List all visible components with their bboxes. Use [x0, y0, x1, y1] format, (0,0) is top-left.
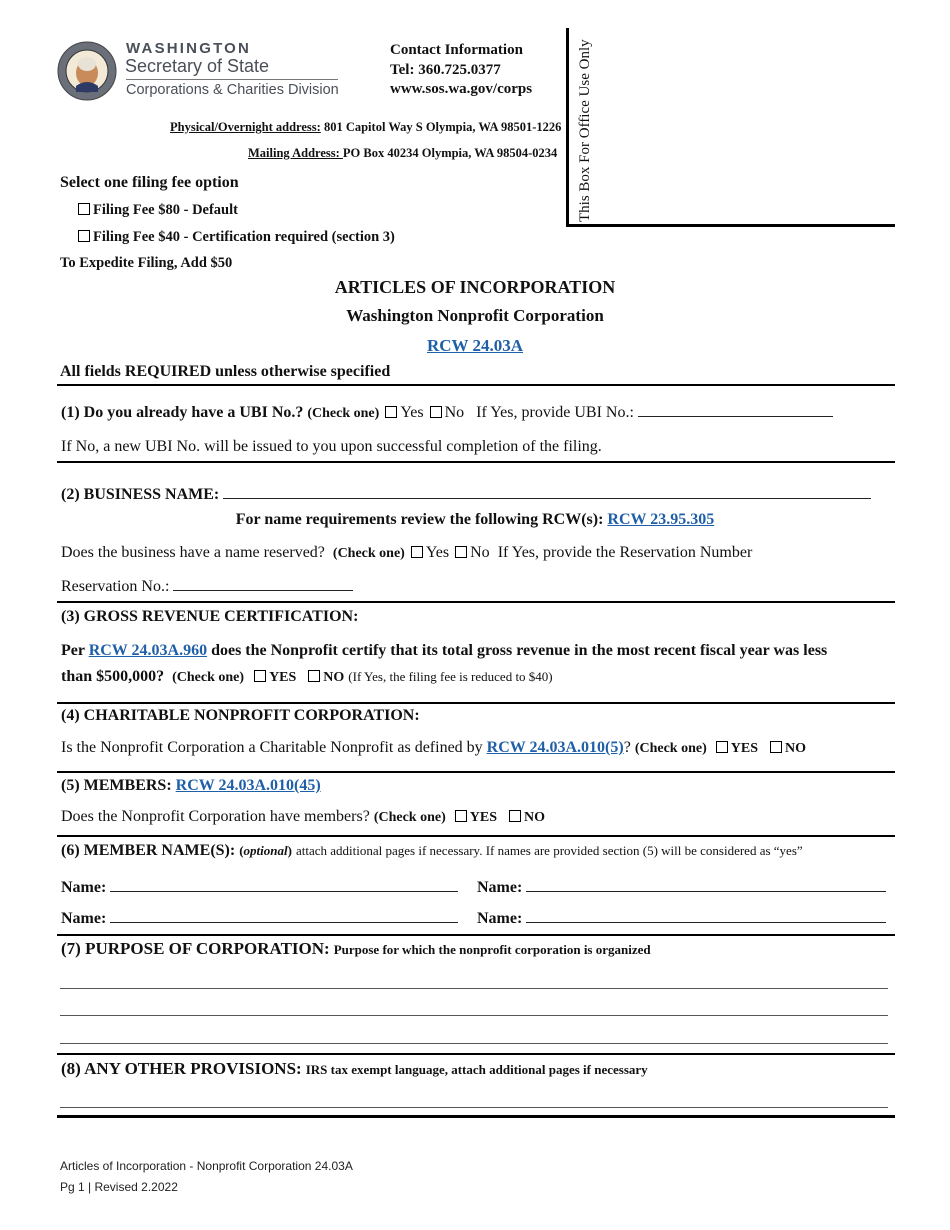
s7-note: Purpose for which the nonprofit corporation is organized: [333, 942, 651, 957]
s5-yes-label: YES: [469, 810, 497, 825]
member-name-field[interactable]: [110, 908, 458, 923]
s3-question-line1: [61, 642, 827, 660]
physical-address: [170, 120, 561, 135]
s2-no-label: No: [470, 544, 490, 561]
contact-heading: Contact Information: [390, 42, 523, 58]
office-use-box: [566, 28, 895, 227]
s2-check-one: (Check one): [332, 546, 405, 561]
name-label: Name:: [61, 910, 107, 927]
s3-check-one: (Check one): [172, 670, 245, 685]
s5-label: (5) MEMBERS:: [61, 777, 172, 794]
s3-no-checkbox[interactable]: [308, 670, 320, 682]
s2-yes-checkbox[interactable]: [411, 546, 423, 558]
s3-question-a: does the Nonprofit certify that its total gross revenue in the most recent fiscal year was less: [207, 642, 828, 659]
member-name-1: [61, 877, 458, 897]
s3-no-label: NO: [323, 670, 345, 685]
s4-qmark: ?: [623, 739, 631, 756]
physical-address-label: Physical/Overnight address:: [170, 120, 321, 134]
name-label: Name:: [61, 879, 107, 896]
s4-yes-label: YES: [730, 741, 758, 756]
s1-if-yes: If Yes, provide UBI No.:: [476, 404, 634, 421]
section-2-business-name: [61, 484, 871, 504]
s5-check-one: (Check one): [373, 810, 446, 825]
contact-website: www.sos.wa.gov/corps: [390, 81, 533, 97]
s1-yes-label: Yes: [400, 404, 424, 421]
reservation-number-field[interactable]: [173, 576, 353, 591]
s4-question: [61, 739, 806, 757]
member-name-3: [61, 908, 458, 928]
mailing-address: [248, 146, 557, 161]
s1-label: (1) Do you already have a UBI No.?: [61, 404, 304, 421]
s3-question-line2: [61, 668, 553, 686]
divider: [57, 601, 895, 603]
mailing-address-value: PO Box 40234 Olympia, WA 98504-0234: [342, 146, 558, 160]
section-1-ubi: [61, 402, 833, 422]
s8-note: IRS tax exempt language, attach additional pages if necessary: [305, 1062, 648, 1077]
s1-no-checkbox[interactable]: [430, 406, 442, 418]
business-name-field[interactable]: [223, 484, 871, 499]
purpose-line[interactable]: [60, 1043, 888, 1044]
s2-reservation: [61, 576, 353, 596]
s6-optional: optional: [243, 843, 288, 858]
form-rcw-wrap: [0, 336, 950, 356]
logo-line-division: Corporations & Charities Division: [126, 82, 339, 98]
contact-phone: Tel: 360.725.0377: [390, 61, 501, 78]
form-title: ARTICLES OF INCORPORATION: [334, 277, 616, 297]
footer-page: Pg 1 | Revised 2.2022: [60, 1180, 178, 1194]
fee-heading: Select one filing fee option: [60, 174, 239, 191]
s1-check-one: (Check one): [307, 406, 380, 421]
member-name-field[interactable]: [526, 877, 886, 892]
agency-logo: [56, 40, 356, 102]
s2-reservation-label: Reservation No.:: [61, 578, 170, 595]
s5-question-text: Does the Nonprofit Corporation have members?: [61, 808, 370, 825]
fee-80-checkbox[interactable]: [78, 203, 90, 215]
logo-line-washington: WASHINGTON: [126, 40, 252, 57]
divider: [57, 702, 895, 704]
divider: [57, 1115, 895, 1118]
s3-per: Per: [61, 642, 85, 659]
s4-check-one: (Check one): [634, 741, 707, 756]
logo-divider: [126, 79, 338, 80]
s3-yes-label: YES: [269, 670, 297, 685]
fee-80-label: Filing Fee $80 - Default: [93, 202, 238, 218]
fee-option-80[interactable]: [78, 202, 238, 219]
s5-no-checkbox[interactable]: [509, 810, 521, 822]
member-name-field[interactable]: [526, 908, 886, 923]
rcw-24-03a-010-45-link[interactable]: RCW 24.03A.010(45): [175, 777, 321, 794]
divider: [57, 461, 895, 463]
fee-40-checkbox[interactable]: [78, 230, 90, 242]
s5-heading: [61, 777, 321, 795]
s2-reserved-question: [61, 544, 752, 562]
s6-label: (6) MEMBER NAME(S):: [61, 842, 236, 859]
purpose-line[interactable]: [60, 1015, 888, 1016]
s7-label: (7) PURPOSE OF CORPORATION:: [61, 939, 330, 958]
rcw-24-03a-link[interactable]: RCW 24.03A: [426, 336, 524, 355]
s2-req-text: For name requirements review the following RCW(s):: [235, 511, 604, 528]
physical-address-value: 801 Capitol Way S Olympia, WA 98501-1226: [320, 120, 562, 134]
form-subtitle: Washington Nonprofit Corporation: [346, 306, 604, 325]
fee-40-label: Filing Fee $40 - Certification required (section 3): [93, 229, 395, 245]
s4-no-label: NO: [784, 741, 806, 756]
member-name-4: [477, 908, 886, 928]
s2-if-yes: If Yes, provide the Reservation Number: [497, 544, 753, 561]
name-label: Name:: [477, 910, 523, 927]
s5-yes-checkbox[interactable]: [455, 810, 467, 822]
contact-info: [390, 41, 532, 100]
s6-note: attach additional pages if necessary. If names are provided section (5) will be considered as “yes”: [295, 843, 803, 858]
divider: [57, 1053, 895, 1055]
s2-requirements: [0, 511, 950, 529]
s1-no-label: No: [444, 404, 465, 421]
footer-title: Articles of Incorporation - Nonprofit Corporation 24.03A: [60, 1159, 353, 1173]
purpose-line[interactable]: [60, 988, 888, 989]
divider: [57, 771, 895, 773]
s8-heading: [61, 1059, 648, 1079]
divider: [57, 835, 895, 837]
s1-yes-checkbox[interactable]: [385, 406, 397, 418]
office-use-label: This Box For Office Use Only: [577, 39, 593, 222]
rcw-24-03a-960-link[interactable]: RCW 24.03A.960: [88, 642, 208, 659]
rcw-23-95-305-link[interactable]: RCW 23.95.305: [607, 511, 715, 528]
s2-label: (2) BUSINESS NAME:: [61, 486, 220, 503]
s3-yes-checkbox[interactable]: [254, 670, 266, 682]
member-name-field[interactable]: [110, 877, 458, 892]
state-seal-icon: [56, 40, 118, 102]
s4-yes-checkbox[interactable]: [716, 741, 728, 753]
s4-question-text: Is the Nonprofit Corporation a Charitable Nonprofit as defined by: [61, 739, 483, 756]
s5-question: [61, 808, 545, 826]
logo-line-secretary: Secretary of State: [125, 56, 270, 76]
s7-heading: [61, 939, 651, 959]
member-name-2: [477, 877, 886, 897]
s2-yes-label: Yes: [425, 544, 450, 561]
s5-no-label: NO: [523, 810, 545, 825]
s2-no-checkbox[interactable]: [455, 546, 467, 558]
fee-option-40[interactable]: [78, 229, 395, 246]
divider: [57, 934, 895, 936]
ubi-number-field[interactable]: [638, 402, 833, 417]
s1-note: If No, a new UBI No. will be issued to you upon successful completion of the filing.: [61, 438, 602, 455]
s4-label: (4) CHARITABLE NONPROFIT CORPORATION:: [61, 707, 420, 724]
s8-label: (8) ANY OTHER PROVISIONS:: [61, 1059, 302, 1078]
mailing-address-label: Mailing Address:: [248, 146, 343, 160]
required-note: All fields REQUIRED unless otherwise specified: [60, 363, 391, 380]
provisions-line[interactable]: [60, 1107, 888, 1108]
s3-note: (If Yes, the filing fee is reduced to $40): [348, 669, 553, 684]
s4-no-checkbox[interactable]: [770, 741, 782, 753]
s6-heading: (6) MEMBER NAME(S): (optional) attach additional pages if necessary. If names are provided section (5) will be considered as “yes”: [61, 842, 803, 859]
expedite-note: To Expedite Filing, Add $50: [60, 255, 233, 271]
divider: [57, 384, 895, 386]
s3-label: (3) GROSS REVENUE CERTIFICATION:: [61, 608, 359, 625]
name-label: Name:: [477, 879, 523, 896]
s2-reserved-text: Does the business have a name reserved?: [61, 544, 325, 561]
rcw-24-03a-010-5-link[interactable]: RCW 24.03A.010(5): [486, 739, 624, 756]
s3-question-b: than $500,000?: [61, 668, 165, 685]
